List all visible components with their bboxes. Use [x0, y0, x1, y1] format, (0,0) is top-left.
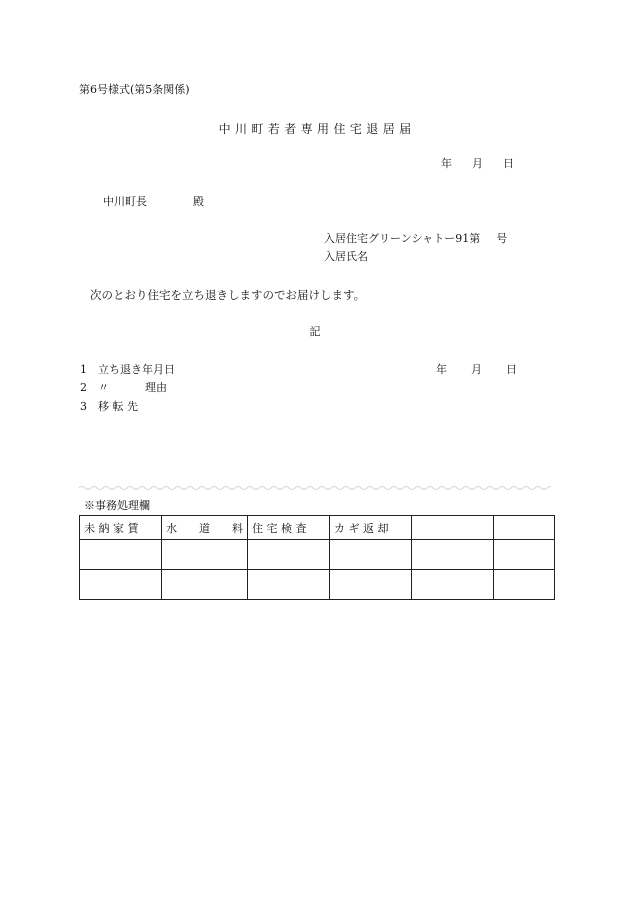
ki-heading: 記 — [309, 325, 321, 338]
month-label: 月 — [472, 157, 483, 170]
table-cell — [162, 540, 248, 570]
item-number: 3 — [80, 400, 87, 413]
move-out-date-fields — [436, 361, 517, 377]
applicant-name-label: 入居氏名 — [324, 250, 368, 263]
addressee-honorific: 殿 — [193, 195, 204, 208]
item-number: 1 — [80, 363, 87, 376]
office-use-table — [79, 515, 555, 600]
table-cell — [248, 540, 330, 570]
table-row — [80, 570, 555, 600]
item-label: 移 転 先 — [98, 400, 138, 413]
body-text: 次のとおり住宅を立ち退きしますのでお届けします。 — [90, 288, 366, 302]
item-number: 2 — [80, 381, 87, 394]
item-label: 立ち退き年月日 — [98, 363, 175, 376]
column-header — [494, 516, 555, 540]
item-label: 理由 — [145, 381, 167, 394]
cut-line — [79, 485, 551, 491]
table-cell — [330, 540, 412, 570]
column-header: 未 納 家 賃 — [80, 516, 162, 540]
column-header: 水 道 料 — [162, 516, 248, 540]
table-cell — [412, 540, 494, 570]
day-label: 日 — [506, 363, 517, 376]
day-label: 日 — [503, 157, 514, 170]
item-move-out-date — [80, 361, 175, 377]
housing-line — [324, 230, 507, 248]
column-header: 住 宅 検 査 — [248, 516, 330, 540]
column-header: カ ギ 返 却 — [330, 516, 412, 540]
table-cell — [162, 570, 248, 600]
table-header-row — [80, 516, 555, 540]
item-new-address — [80, 398, 138, 414]
table-cell — [80, 540, 162, 570]
table-cell — [80, 570, 162, 600]
document-title: 中 川 町 若 者 専 用 住 宅 退 居 届 — [218, 122, 412, 136]
addressee — [103, 193, 204, 209]
addressee-name: 中川町長 — [103, 195, 147, 208]
column-header — [412, 516, 494, 540]
office-use-heading: ※事務処理欄 — [84, 499, 150, 512]
submission-date — [441, 155, 514, 171]
ditto-mark: 〃 — [98, 381, 109, 394]
year-label: 年 — [441, 157, 452, 170]
month-label: 月 — [471, 363, 482, 376]
room-suffix: 号 — [496, 232, 508, 245]
table-cell — [494, 570, 555, 600]
table-cell — [494, 540, 555, 570]
applicant-block — [324, 230, 507, 266]
year-label: 年 — [436, 363, 447, 376]
table-row — [80, 540, 555, 570]
housing-label: 入居住宅グリーンシャトー91第 — [324, 232, 481, 245]
form-number: 第6号様式(第5条関係) — [79, 83, 190, 96]
table-cell — [412, 570, 494, 600]
table-cell — [248, 570, 330, 600]
item-reason — [80, 379, 167, 395]
table-cell — [330, 570, 412, 600]
